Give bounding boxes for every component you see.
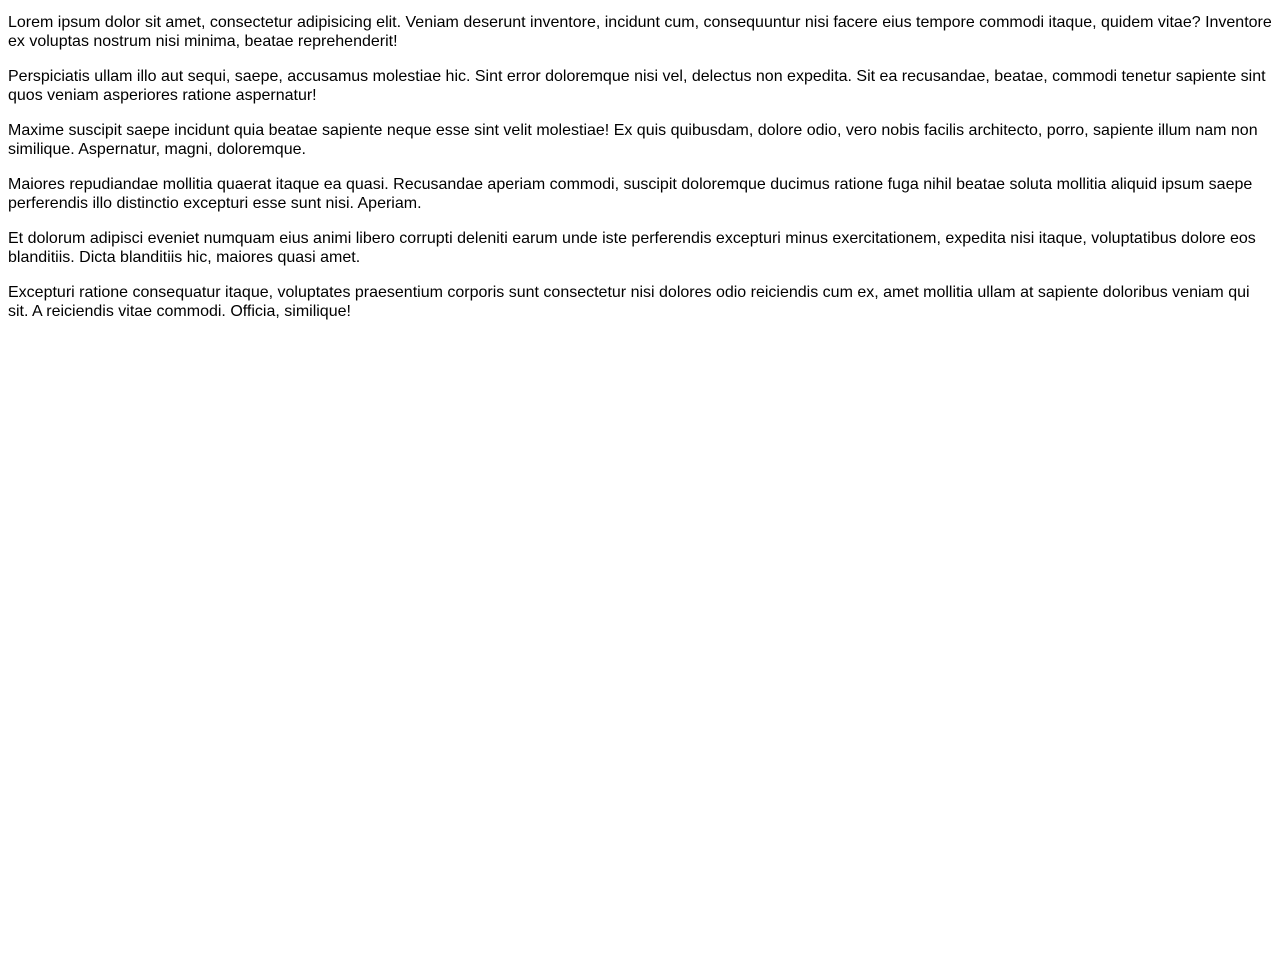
paragraph-1: Lorem ipsum dolor sit amet, consectetur adipisicing elit. Veniam deserunt inventore, incidunt cum, consequuntur nisi facere eius tempore commodi itaque, quidem vitae? Inventore ex voluptas nostrum nisi minima, beatae reprehenderit! bbox=[8, 14, 1272, 50]
paragraph-5: Et dolorum adipisci eveniet numquam eius animi libero corrupti deleniti earum unde iste perferendis excepturi minus exercitationem, expedita nisi itaque, voluptatibus dolore eos blanditiis. Dicta blanditiis hic, maiores quasi amet. bbox=[8, 230, 1256, 266]
paragraph-3: Maxime suscipit saepe incidunt quia beatae sapiente neque esse sint velit molestiae! Ex quis quibusdam, dolore odio, vero nobis facilis architecto, porro, sapiente illum nam non similique. Aspernatur, magni, doloremque. bbox=[8, 122, 1258, 158]
document-body bbox=[0, 13, 1280, 321]
paragraph-6: Excepturi ratione consequatur itaque, voluptates praesentium corporis sunt consectetur nisi dolores odio reiciendis cum ex, amet mollitia ullam at sapiente doloribus veniam qui sit. A reiciendis vitae commodi. Officia, similique! bbox=[8, 284, 1250, 320]
paragraph-4: Maiores repudiandae mollitia quaerat itaque ea quasi. Recusandae aperiam commodi, suscipit doloremque ducimus ratione fuga nihil beatae soluta mollitia aliquid ipsum saepe perferendis illo distinctio excepturi esse sunt nisi. Aperiam. bbox=[8, 176, 1253, 212]
paragraph-2: Perspiciatis ullam illo aut sequi, saepe, accusamus molestiae hic. Sint error doloremque nisi vel, delectus non expedita. Sit ea recusandae, beatae, commodi tenetur sapiente sint quos veniam asperiores ratione aspernatur! bbox=[8, 68, 1266, 104]
